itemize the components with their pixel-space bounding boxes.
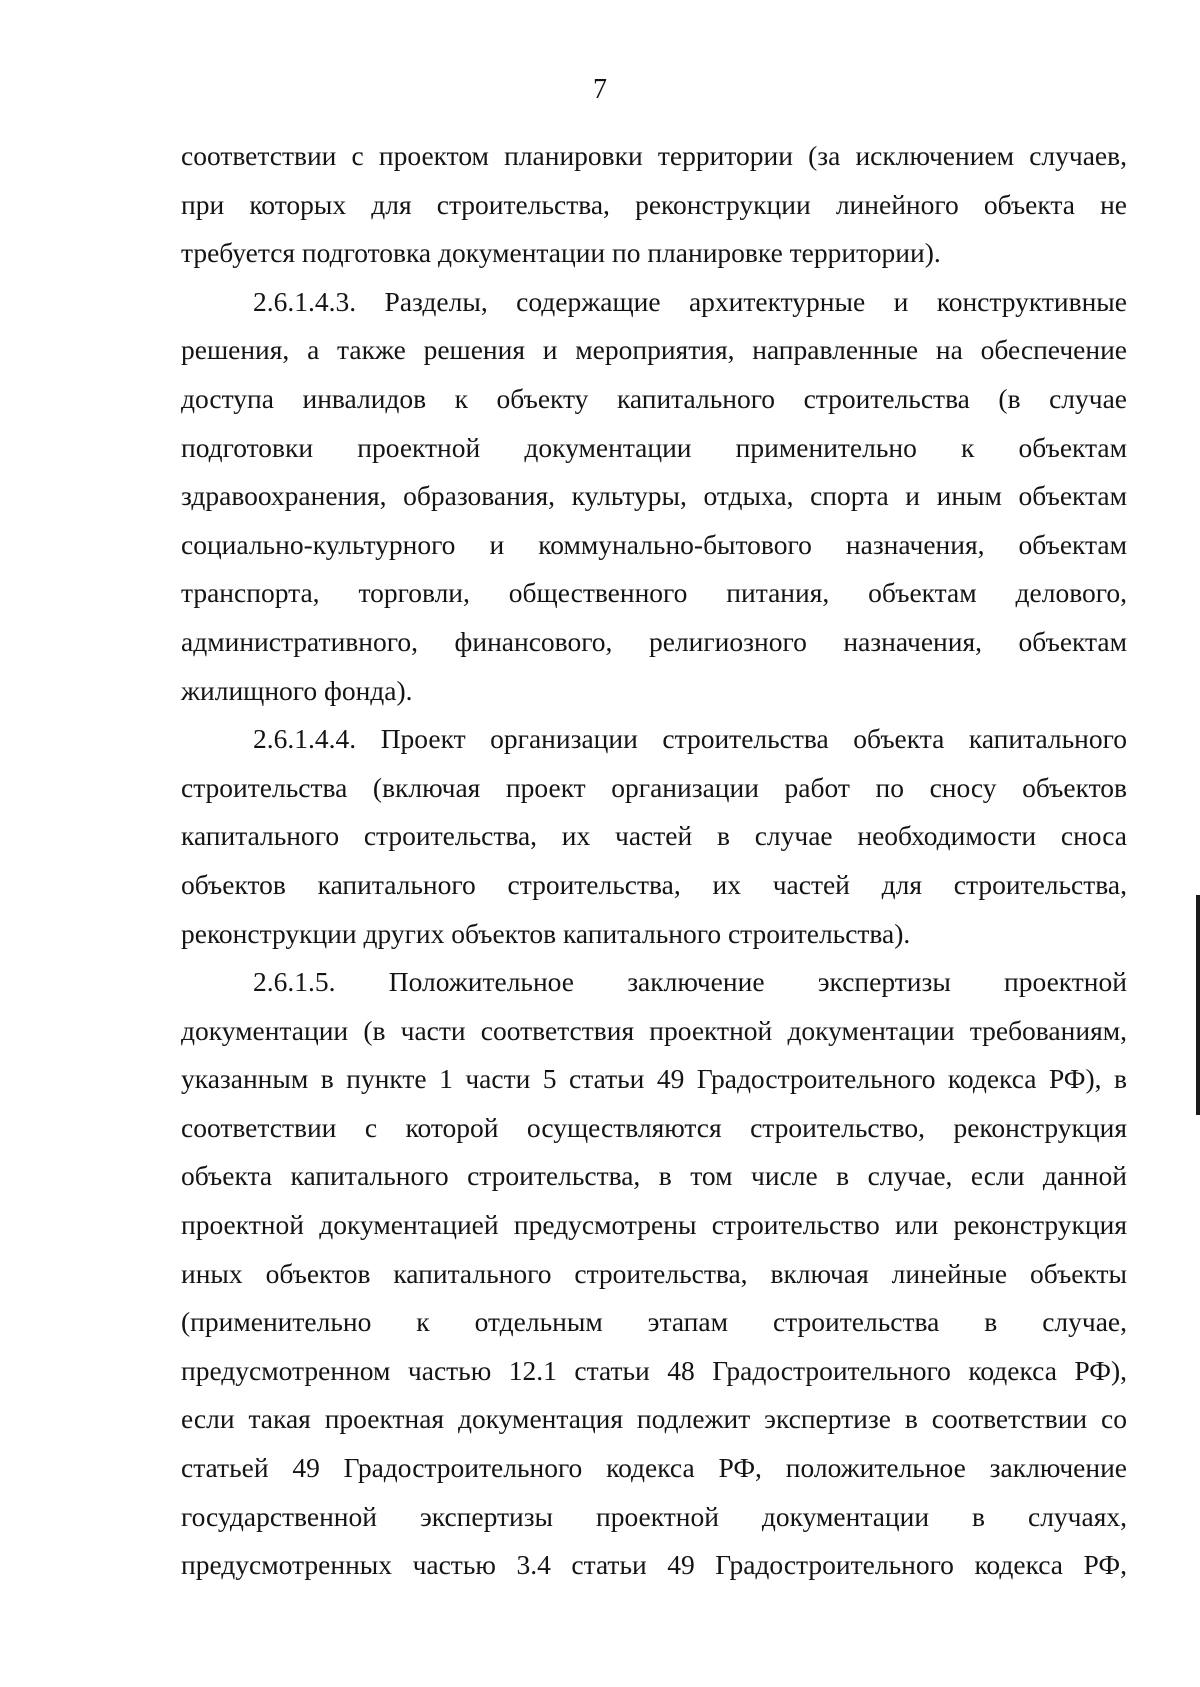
text-line: транспорта, торговли, общественного питания, объектам делового,	[181, 577, 1127, 609]
text-line: если такая проектная документация подлежит экспертизе в соответствии со	[181, 1403, 1127, 1435]
paragraph-2-6-1-4-4	[181, 715, 1127, 958]
text-line: решения, а также решения и мероприятия, направленные на обеспечение	[181, 334, 1127, 366]
text-line: документации (в части соответствия проектной документации требованиям,	[181, 1014, 1127, 1046]
text-line: проектной документацией предусмотрены строительство или реконструкция	[181, 1209, 1127, 1241]
paragraph-2-6-1-5	[181, 958, 1127, 1590]
paragraph-continuation	[181, 132, 1127, 278]
text-line: требуется подготовка документации по планировке территории).	[181, 237, 941, 269]
text-line: административного, финансового, религиозного назначения, объектам	[181, 625, 1127, 657]
text-line: подготовки проектной документации применительно к объектам	[181, 431, 1127, 463]
text-line: (применительно к отдельным этапам строительства в случае,	[181, 1306, 1127, 1338]
text-line: жилищного фонда).	[181, 674, 413, 706]
document-body	[181, 132, 1127, 1590]
text-line: доступа инвалидов к объекту капитального строительства (в случае	[181, 382, 1127, 414]
text-line: при которых для строительства, реконструкции линейного объекта не	[181, 188, 1127, 220]
text-line: указанным в пункте 1 части 5 статьи 49 Градостроительного кодекса РФ), в	[181, 1063, 1127, 1095]
scan-edge-mark	[1196, 895, 1200, 1115]
text-line: объекта капитального строительства, в том числе в случае, если данной	[181, 1160, 1127, 1192]
text-line: предусмотренных частью 3.4 статьи 49 Градостроительного кодекса РФ,	[181, 1549, 1127, 1581]
text-line: социально-культурного и коммунально-бытового назначения, объектам	[181, 528, 1127, 560]
text-line: предусмотренном частью 12.1 статьи 48 Градостроительного кодекса РФ),	[181, 1354, 1127, 1386]
page-number: 7	[593, 74, 607, 105]
text-line: 2.6.1.4.3. Разделы, содержащие архитектурные и конструктивные	[253, 285, 1127, 317]
text-line: объектов капитального строительства, их частей для строительства,	[181, 868, 1127, 900]
text-line: строительства (включая проект организации работ по сносу объектов	[181, 771, 1127, 803]
text-line: соответствии с проектом планировки территории (за исключением случаев,	[181, 140, 1127, 171]
text-line: 2.6.1.4.4. Проект организации строительства объекта капитального	[253, 723, 1127, 755]
text-line: капитального строительства, их частей в случае необходимости сноса	[181, 820, 1127, 852]
text-line: здравоохранения, образования, культуры, отдыха, спорта и иным объектам	[181, 480, 1127, 512]
text-line: иных объектов капитального строительства, включая линейные объекты	[181, 1257, 1127, 1289]
text-line: 2.6.1.5. Положительное заключение экспертизы проектной	[253, 966, 1127, 998]
text-line: соответствии с которой осуществляются строительство, реконструкция	[181, 1111, 1127, 1143]
text-line: реконструкции других объектов капитального строительства).	[181, 917, 911, 949]
text-line: статьей 49 Градостроительного кодекса РФ, положительное заключение	[181, 1452, 1127, 1484]
paragraph-2-6-1-4-3	[181, 278, 1127, 715]
text-line: государственной экспертизы проектной документации в случаях,	[181, 1500, 1127, 1532]
